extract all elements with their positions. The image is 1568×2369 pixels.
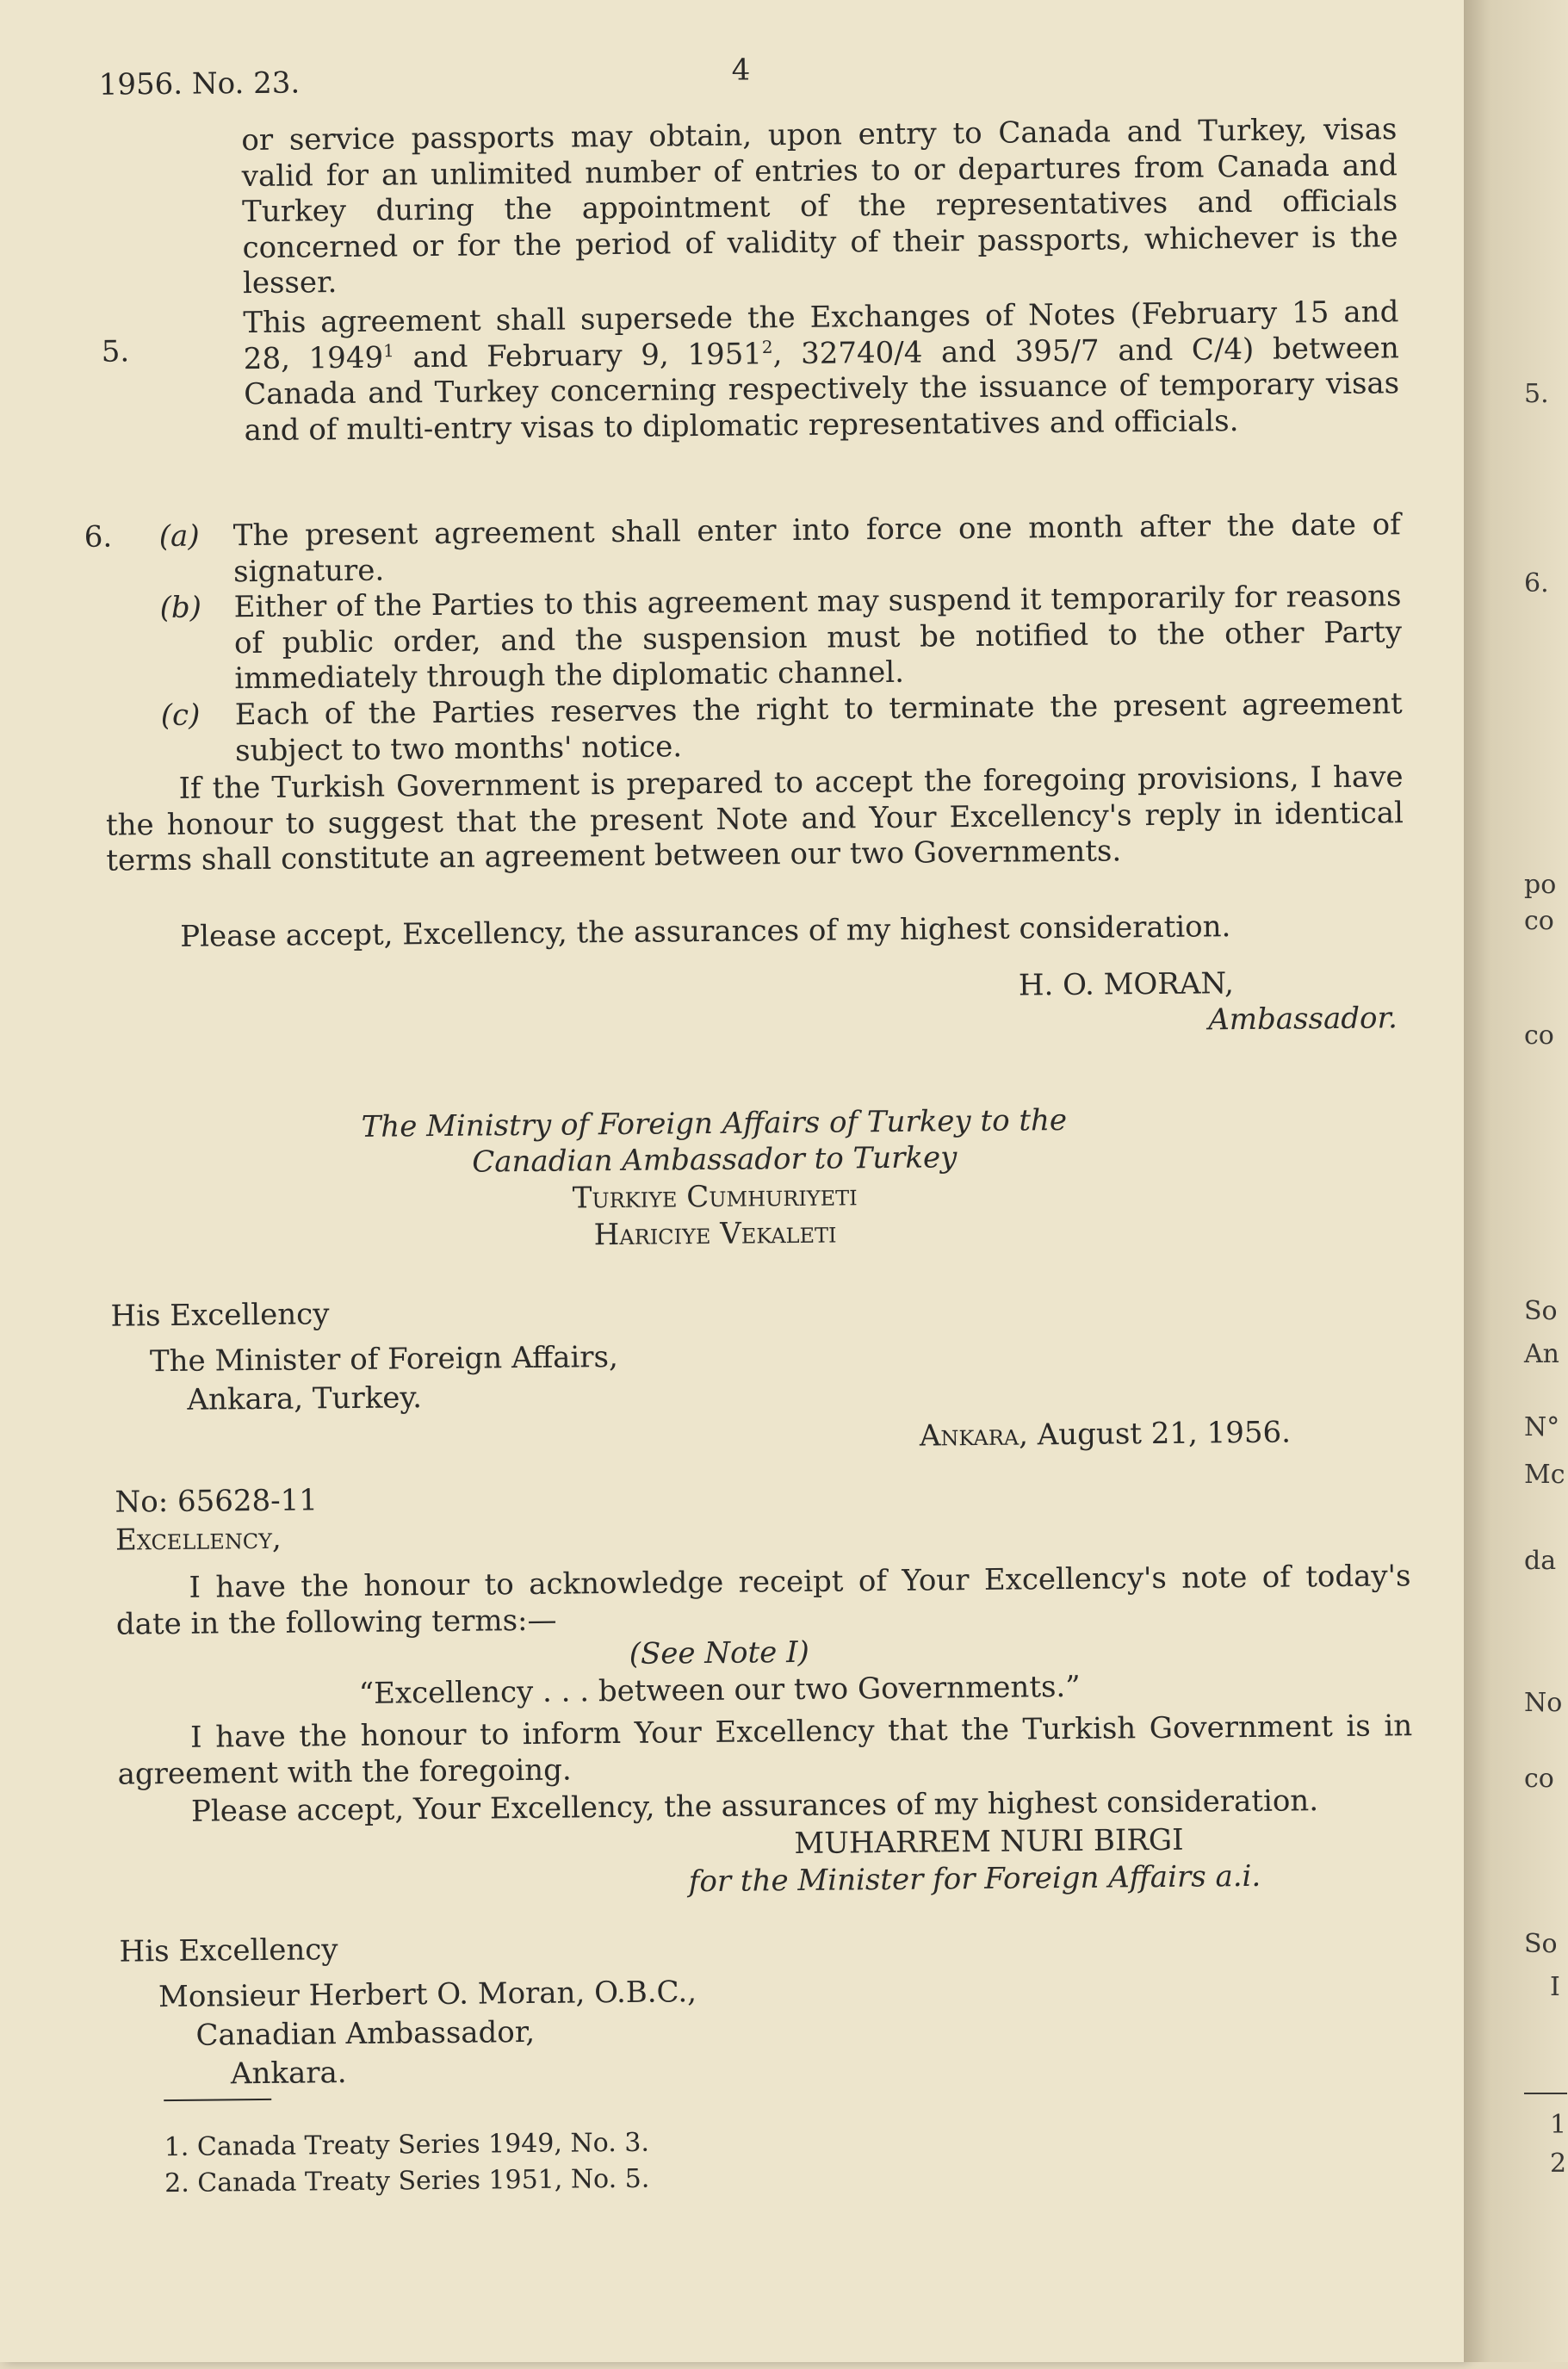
para-6a-label: (a) [158, 518, 200, 555]
addressee-2-line-3: Canadian Ambassador, [195, 2014, 536, 2053]
facing-fragment: 5. [1524, 379, 1549, 409]
signer-2-title: for the Minister for Foreign Affairs a.i. [688, 1858, 1261, 1900]
note-date: Ankara, August 21, 1956. [919, 1415, 1292, 1454]
para-6c-text: Each of the Parties reserves the right to terminate the present agreement subject to two months' notice. [234, 686, 1403, 768]
footnote-1: 1. Canada Treaty Series 1949, No. 3. [164, 2127, 650, 2163]
continuation-paragraph: or service passports may obtain, upon entry to Canada and Turkey, visas valid for an unlimited number of entries to or departures from Canada and Turkey during the appointment of the representatives and officials concerned or for the period of validity of their passports, whichever is the lesser. [241, 112, 1398, 301]
addressee-1-line-3: Ankara, Turkey. [187, 1380, 423, 1417]
facing-fragment: da [1524, 1546, 1557, 1576]
facing-footnote-rule [1524, 2093, 1567, 2094]
note-2-heading-line-1: The Ministry of Foreign Affairs of Turkey to the [361, 1102, 1068, 1144]
quoted-note-excerpt: “Excellency . . . between our two Governments.” [358, 1669, 1081, 1711]
addressee-2-line-1: His Excellency [119, 1932, 338, 1969]
footnote-ref-1: 1 [382, 339, 394, 361]
header-year-number: 1956. No. 23. [98, 65, 301, 102]
footnote-rule [164, 2099, 271, 2101]
addressee-1-line-1: His Excellency [110, 1297, 330, 1334]
facing-fragment: co [1524, 1764, 1554, 1794]
facing-fragment: 6. [1524, 568, 1549, 598]
page-number: 4 [731, 53, 751, 88]
para-6b-label: (b) [159, 590, 202, 626]
consideration-line-2: Please accept, Your Excellency, the assurances of my highest consideration. [190, 1783, 1319, 1829]
addressee-2-line-2: Monsieur Herbert O. Moran, O.B.C., [158, 1975, 697, 2015]
facing-fragment: Mc [1524, 1460, 1565, 1490]
salutation: Excellency, [115, 1521, 282, 1558]
addressee-1-line-2: The Minister of Foreign Affairs, [149, 1339, 618, 1380]
signer-1-title: Ambassador. [1208, 1001, 1398, 1038]
para-5-number: 5. [101, 334, 130, 369]
facing-fragment: So [1524, 1296, 1558, 1326]
facing-fragment: No [1524, 1688, 1563, 1718]
facing-page-edge [1464, 0, 1568, 2362]
facing-fragment: N° [1524, 1412, 1560, 1442]
note-2-heading-line-3: Turkiye Cumhuriyeti [572, 1178, 858, 1216]
facing-fragment: 2 [1550, 2149, 1567, 2179]
facing-fragment: 1 [1550, 2110, 1567, 2140]
facing-fragment: An [1524, 1339, 1559, 1369]
inform-paragraph: I have the honour to inform Your Excellency that the Turkish Government is in agreement with the foregoing. [117, 1709, 1413, 1792]
acknowledgement-paragraph: I have the honour to acknowledge receipt of Your Excellency's note of today's date in the following terms:— [115, 1559, 1411, 1642]
signer-2-name: MUHARREM NURI BIRGI [794, 1822, 1184, 1862]
facing-fragment: co [1524, 906, 1554, 936]
para-6a-text: The present agreement shall enter into force one month after the date of signature. [232, 507, 1401, 589]
para-6c-label: (c) [160, 698, 201, 734]
facing-fragment: So [1524, 1929, 1558, 1959]
facing-fragment: I [1550, 1972, 1560, 2002]
para-6b-text: Either of the Parties to this agreement may suspend it temporarily for reasons of public order, and the suspension must be notified to the other Party immediately through the diplomatic channel. [233, 579, 1403, 697]
addressee-2-line-4: Ankara. [230, 2056, 347, 2092]
closing-paragraph: If the Turkish Government is prepared to accept the foregoing provisions, I have the honour to suggest that the present Note and Your Excellency's reply in identical terms shall constitute an agreement between our two Governments. [105, 760, 1404, 878]
see-note-reference: (See Note I) [629, 1634, 810, 1671]
footnote-2: 2. Canada Treaty Series 1951, No. 5. [164, 2163, 650, 2199]
facing-fragment: co [1524, 1020, 1554, 1051]
note-2-heading-line-2: Canadian Ambassador to Turkey [472, 1140, 958, 1180]
signer-1-name: H. O. MORAN, [1018, 966, 1235, 1003]
reference-number: No: 65628-11 [115, 1483, 319, 1520]
para-5-text: This agreement shall supersede the Exchanges of Notes (February 15 and 28, 1949$^1$ and February 9, 1951$^2$, 32740/4 and 395/7 and C/4) between Canada and Turkey concerning respectively the issuance of temporary visas and of multi-entry visas to diplomatic representatives and officials. [243, 295, 1400, 448]
consideration-line-1: Please accept, Excellency, the assurances of my highest consideration. [180, 909, 1231, 954]
facing-fragment: po [1524, 870, 1557, 900]
note-2-heading-line-4: Hariciye Vekaleti [593, 1215, 837, 1253]
para-6-number: 6. [84, 519, 113, 555]
footnote-ref-2: 2 [761, 336, 773, 357]
